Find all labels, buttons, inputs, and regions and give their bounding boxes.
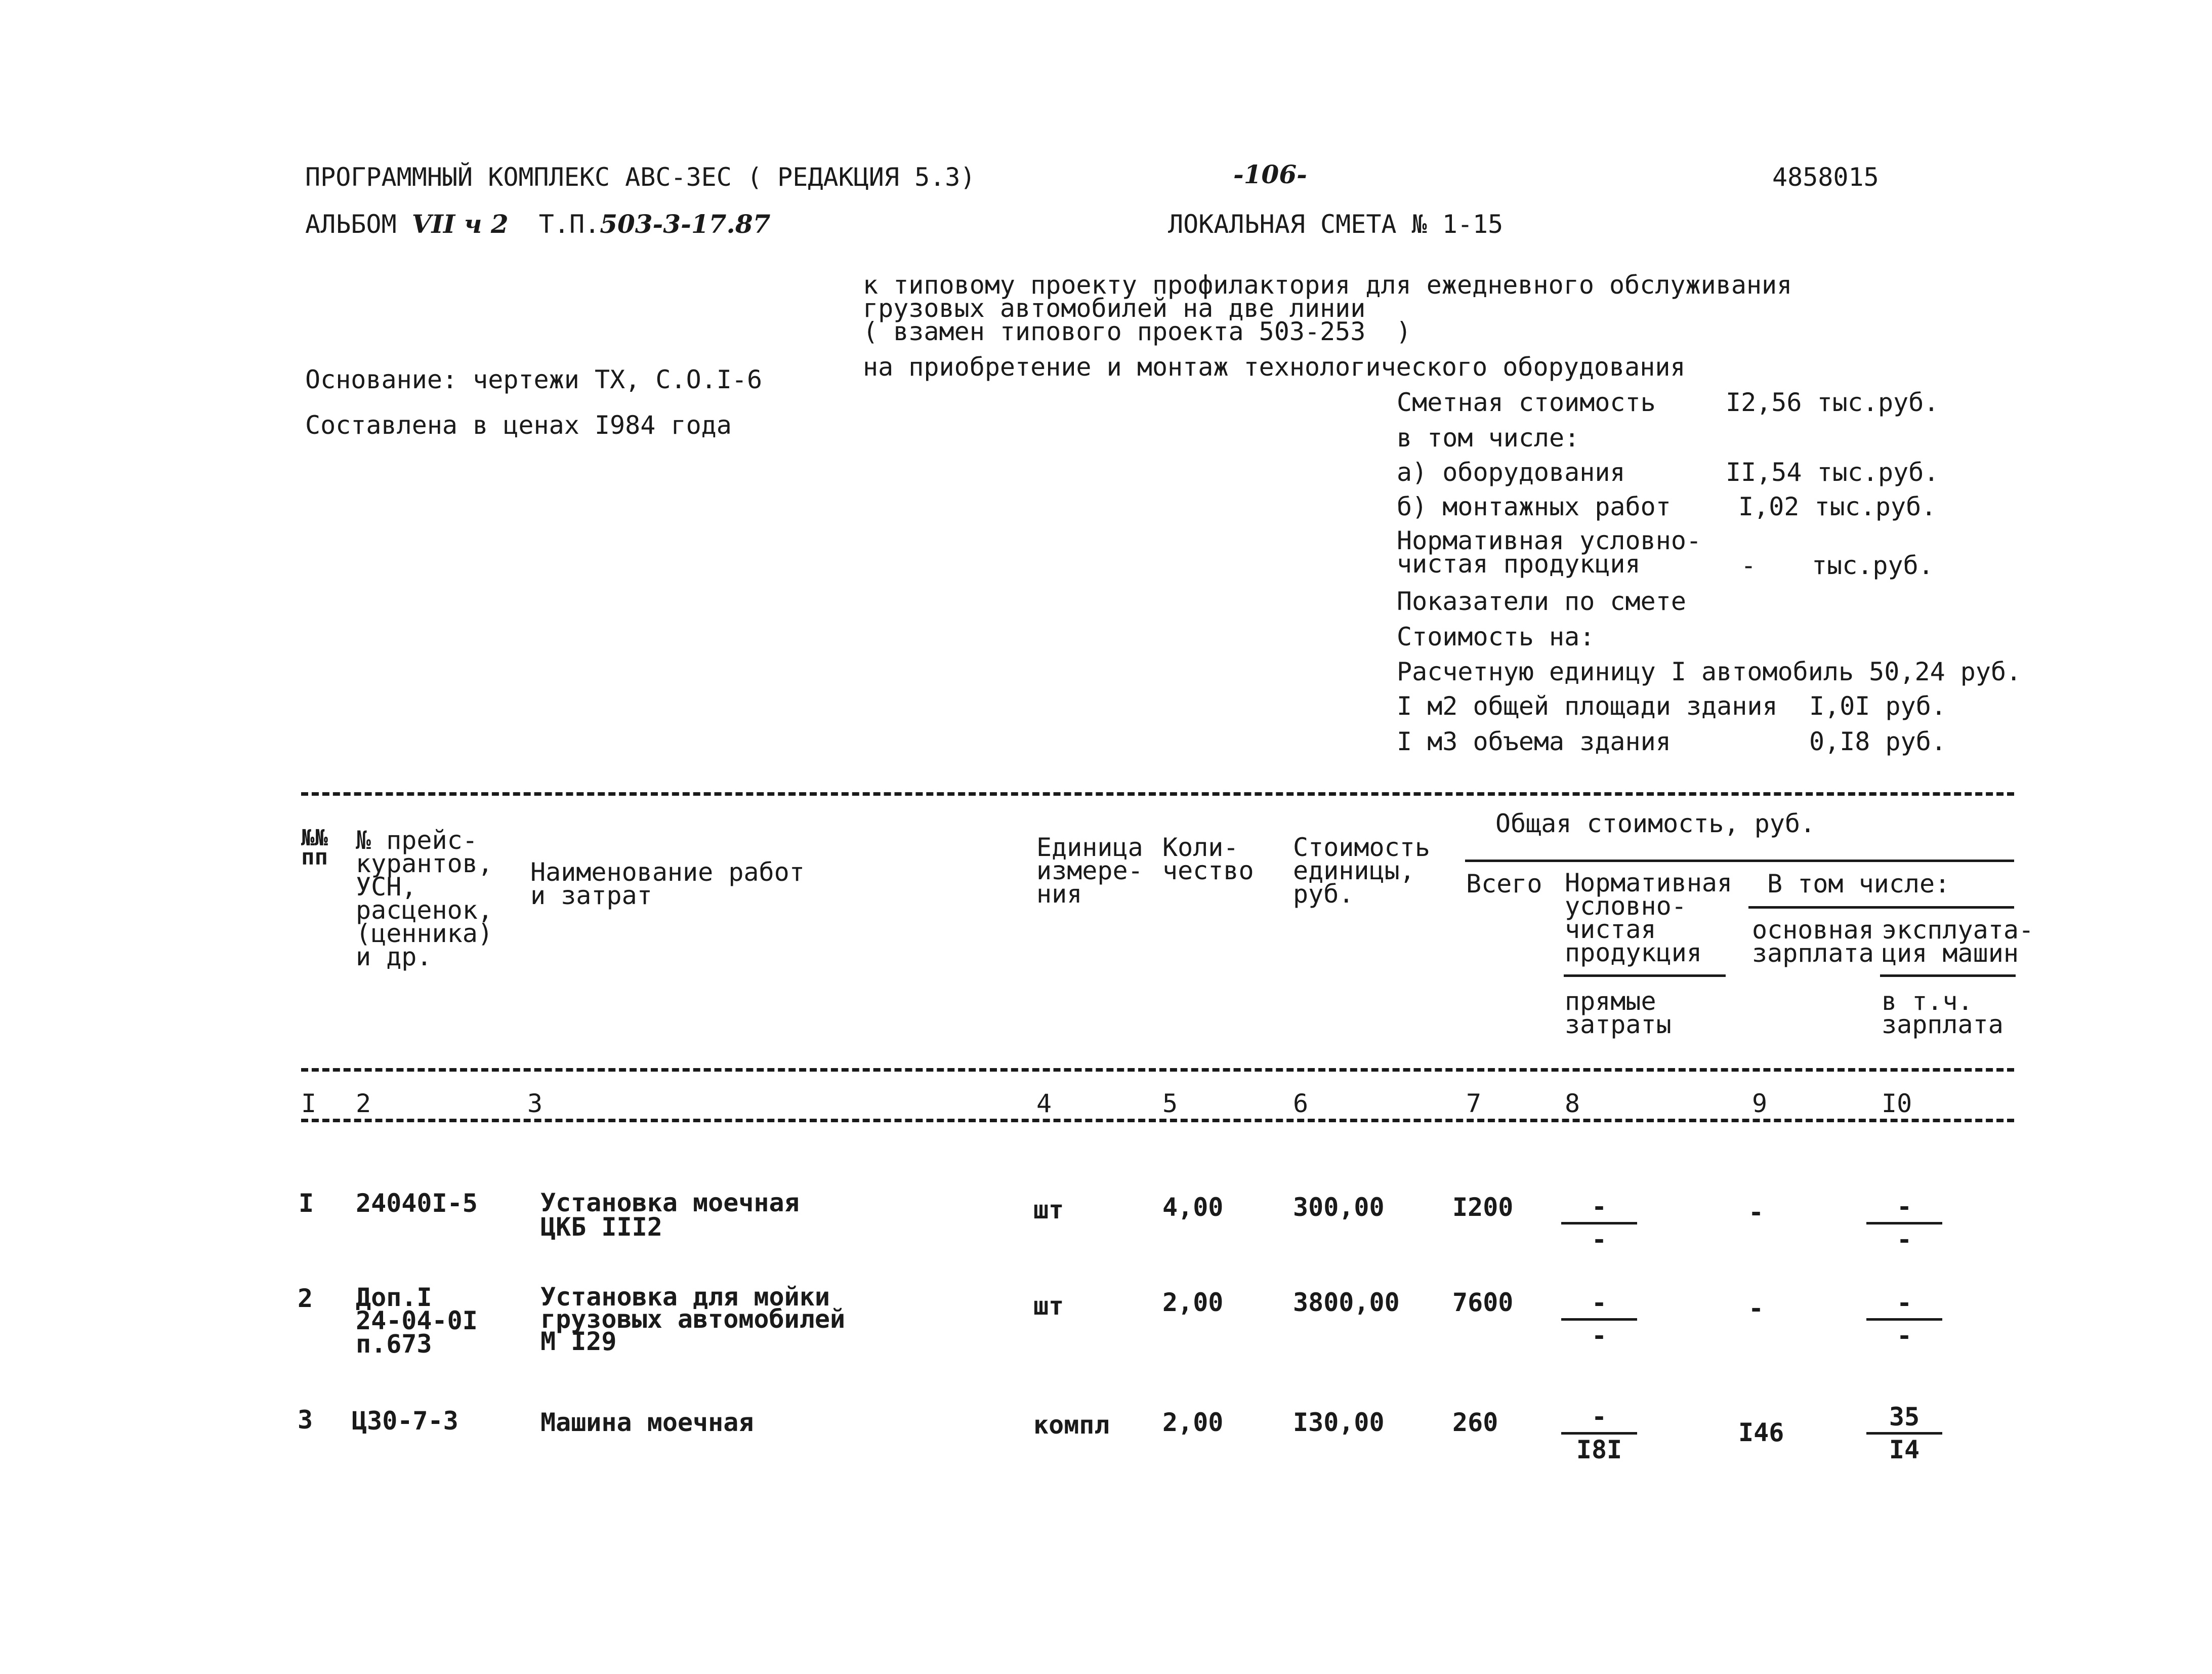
work-name: Установка моечная ЦКБ III2 [540, 1188, 800, 1242]
quantity: 2,00 [1162, 1408, 1224, 1437]
document-number: 4858015 [1772, 162, 1879, 192]
price-list-code: Доп.I 24-04-0I п.673 [356, 1283, 478, 1359]
header-total-cost: Общая стоимость, руб. [1495, 809, 1816, 838]
machine-salary-value: I4 [1889, 1435, 1920, 1464]
normative-product-fraction [1561, 1288, 1637, 1351]
header-bottom-rule [301, 1068, 2014, 1072]
header-unit-cost: Стоимость единицы, руб. [1293, 833, 1430, 909]
total-cost: 260 [1452, 1408, 1498, 1437]
direct-costs-value: I8I [1576, 1435, 1622, 1464]
table-top-rule [301, 792, 2014, 796]
per-m3-value: 0,I8 руб. [1809, 727, 1946, 756]
header-work-name: Наименование работ и затрат [530, 858, 805, 910]
col-number: 9 [1752, 1089, 1768, 1118]
per-vehicle-cost: Расчетную единицу I автомобиль 50,24 руб. [1397, 657, 2022, 686]
col-number: 5 [1162, 1089, 1178, 1118]
price-list-code: 24040I-5 [356, 1189, 478, 1218]
quantity: 2,00 [1162, 1288, 1224, 1317]
col-number: 3 [527, 1089, 543, 1118]
work-name: Машина моечная [540, 1408, 754, 1437]
machine-operation-fraction [1866, 1402, 1942, 1464]
page-number: -106- [1233, 159, 1307, 189]
normative-product-rule [1564, 974, 1726, 977]
machine-operation-value: - [1896, 1288, 1912, 1318]
project-handwritten: 503-3-17.87 [600, 209, 771, 239]
basis-line: Основание: чертежи ТХ, С.О.I-6 [305, 365, 763, 394]
machine-salary-value: - [1896, 1225, 1912, 1254]
installation-value: I,02 тыс.руб. [1738, 492, 1937, 521]
album-label: АЛЬБОМ [305, 210, 397, 239]
normative-value: - [1591, 1192, 1607, 1221]
equipment-value: II,54 тыс.руб. [1726, 458, 1939, 487]
header-total: Всего [1466, 869, 1542, 899]
including-label: в том числе: [1397, 423, 1580, 453]
prices-year-line: Составлена в ценах I984 года [305, 411, 732, 440]
work-name: Установка для мойки грузовых автомобилей М I29 [540, 1282, 846, 1356]
in-that-rule [1748, 906, 2014, 909]
total-cost-value: I2,56 тыс.руб. [1726, 388, 1939, 417]
direct-costs-value: - [1591, 1225, 1607, 1254]
machine-operation-value: 35 [1889, 1402, 1920, 1432]
total-cost: I200 [1452, 1193, 1514, 1222]
unit-cost: 300,00 [1293, 1193, 1385, 1222]
machine-operation-fraction [1866, 1192, 1942, 1254]
header-direct-costs: прямые затраты [1565, 987, 1672, 1039]
unit: шт [1033, 1291, 1064, 1321]
header-normative-product: Нормативная условно- чистая продукция [1565, 868, 1733, 967]
album-line [305, 209, 771, 239]
normative-product-fraction [1561, 1192, 1637, 1254]
unit: компл [1033, 1410, 1110, 1440]
base-salary: - [1748, 1294, 1764, 1323]
normative-value: - [1591, 1288, 1607, 1318]
header-in-that: В том числе: [1767, 869, 1950, 899]
per-m2-label: I м2 общей площади здания [1397, 691, 1778, 721]
header-quantity: Коли- чество [1162, 833, 1254, 885]
equipment-label: а) оборудования [1397, 458, 1625, 487]
normative-value: - [1591, 1402, 1607, 1432]
row-number: I [299, 1189, 314, 1218]
normative-product-unit: тыс.руб. [1812, 551, 1934, 580]
program-header: ПРОГРАММНЫЙ КОМПЛЕКС АВС-ЗЕС ( РЕДАКЦИЯ 5.3) [305, 162, 976, 192]
price-list-code: Ц30-7-3 [352, 1406, 458, 1436]
column-numbers-rule [301, 1119, 2014, 1122]
col-number: I [301, 1089, 317, 1118]
machine-operation-fraction [1866, 1288, 1942, 1351]
row-number: 3 [298, 1405, 313, 1435]
unit: шт [1033, 1195, 1064, 1224]
base-salary: - [1748, 1198, 1764, 1227]
row-number: 2 [298, 1284, 313, 1313]
normative-product-label: Нормативная условно- чистая продукция [1397, 526, 1702, 579]
machine-operation-value: - [1896, 1192, 1912, 1221]
header-price-list: № прейс- курантов, УСН, расценок, (ценника) и др. [356, 826, 493, 971]
col-number: 6 [1293, 1089, 1309, 1118]
col-number: 8 [1565, 1089, 1580, 1118]
unit-cost: 3800,00 [1293, 1288, 1400, 1317]
header-row-number: №№ пп [301, 825, 328, 870]
total-cost: 7600 [1452, 1288, 1514, 1317]
col-number: 4 [1036, 1089, 1052, 1118]
quantity: 4,00 [1162, 1193, 1224, 1222]
project-label: Т.П. [538, 210, 600, 239]
unit-cost: I30,00 [1293, 1408, 1385, 1437]
project-description: к типовому проекту профилактория для ежедневного обслуживания грузовых автомобилей на две линии ( взамен типового проекта 503-253 ) [863, 270, 1792, 346]
base-salary: I46 [1738, 1418, 1784, 1447]
indicators-label: Показатели по смете [1397, 587, 1686, 616]
estimate-purpose: на приобретение и монтаж технологического оборудования [863, 352, 1686, 382]
direct-costs-value: - [1591, 1321, 1607, 1351]
machine-salary-value: - [1896, 1321, 1912, 1351]
col-number: I0 [1882, 1089, 1912, 1118]
estimate-title: ЛОКАЛЬНАЯ СМЕТА № 1-15 [1168, 210, 1504, 239]
installation-label: б) монтажных работ [1397, 492, 1671, 521]
normative-product-fraction [1561, 1402, 1637, 1464]
normative-product-dash: - [1741, 551, 1757, 580]
per-m3-label: I м3 объема здания [1397, 727, 1671, 756]
header-base-salary: основная зарплата [1752, 915, 1874, 968]
col-number: 7 [1466, 1089, 1482, 1118]
per-m2-value: I,0I руб. [1809, 691, 1946, 721]
col-number: 2 [356, 1089, 371, 1118]
header-machine-operation: эксплуата- ция машин [1882, 915, 2034, 968]
album-handwritten: VII ч 2 [411, 209, 509, 239]
header-unit: Единица измере- ния [1036, 833, 1143, 909]
total-cost-label: Сметная стоимость [1397, 388, 1656, 417]
cost-for-label: Стоимость на: [1397, 622, 1595, 651]
total-cost-rule [1465, 860, 2014, 862]
header-including-salary: в т.ч. зарплата [1882, 987, 2004, 1039]
machine-operation-rule [1880, 974, 2016, 977]
